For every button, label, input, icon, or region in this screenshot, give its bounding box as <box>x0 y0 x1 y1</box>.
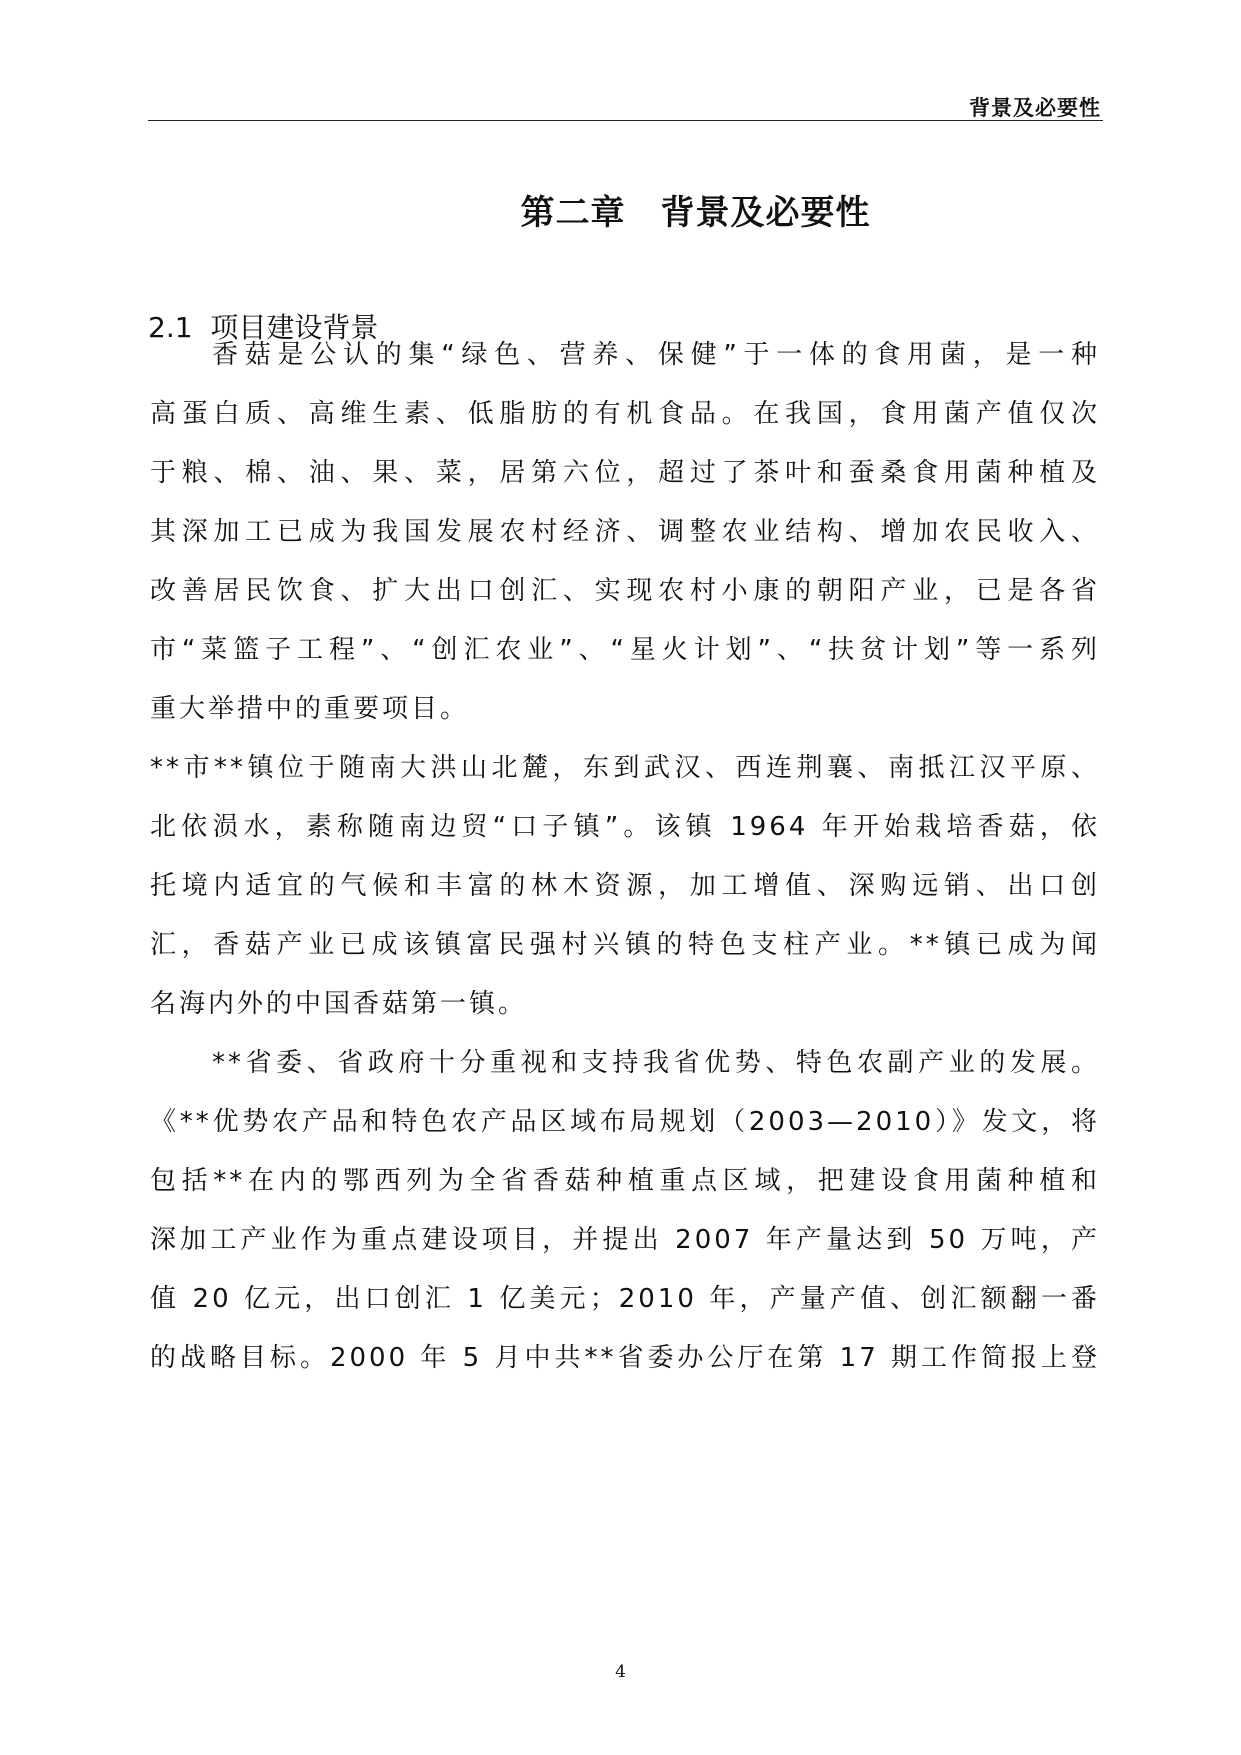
paragraph-line: 名海内外的中国香菇第一镇。 <box>150 989 528 1019</box>
paragraph-line: 托境内适宜的气候和丰富的林木资源，加工增值、深购远销、出口创 <box>150 871 1100 901</box>
paragraph-line: 香菇是公认的集“绿色、营养、保健”于一体的食用菌，是一种 <box>212 340 1100 370</box>
paragraph-line: 汇，香菇产业已成该镇富民强村兴镇的特色支柱产业。**镇已成为闻 <box>150 930 1100 960</box>
paragraph-line: 深加工产业作为重点建设项目，并提出 2007 年产量达到 50 万吨，产 <box>150 1225 1100 1255</box>
page-number: 4 <box>615 1662 626 1682</box>
paragraph-line: **省委、省政府十分重视和支持我省优势、特色农副产业的发展。 <box>212 1048 1100 1078</box>
header-divider <box>148 120 1103 121</box>
section-heading: 2.1 项目建设背景 <box>148 311 379 344</box>
paragraph-line: 高蛋白质、高维生素、低脂肪的有机食品。在我国，食用菌产值仅次 <box>150 399 1100 429</box>
running-header-title: 背景及必要性 <box>969 96 1101 120</box>
paragraph-line: 值 20 亿元，出口创汇 1 亿美元；2010 年，产量产值、创汇额翻一番 <box>150 1284 1100 1314</box>
paragraph-line: 市“菜篮子工程”、“创汇农业”、“星火计划”、“扶贫计划”等一系列 <box>150 635 1100 665</box>
paragraph-line: 改善居民饮食、扩大出口创汇、实现农村小康的朝阳产业，已是各省 <box>150 576 1100 606</box>
paragraph-line: 重大举措中的重要项目。 <box>150 694 470 724</box>
paragraph-line: 的战略目标。2000 年 5 月中共**省委办公厅在第 17 期工作简报上登 <box>150 1343 1100 1373</box>
paragraph-line: 北依涢水，素称随南边贸“口子镇”。该镇 1964 年开始栽培香菇，依 <box>150 812 1100 842</box>
paragraph-line: 包括**在内的鄂西列为全省香菇种植重点区域，把建设食用菌种植和 <box>150 1166 1100 1196</box>
paragraph-line: 《**优势农产品和特色农产品区域布局规划（2003—2010）》发文，将 <box>150 1107 1100 1137</box>
paragraph-line: 其深加工已成为我国发展农村经济、调整农业结构、增加农民收入、 <box>150 517 1100 547</box>
paragraph-line: 于粮、棉、油、果、菜，居第六位，超过了茶叶和蚕桑食用菌种植及 <box>150 458 1100 488</box>
chapter-title: 第二章 背景及必要性 <box>520 193 871 233</box>
paragraph-line: **市**镇位于随南大洪山北麓，东到武汉、西连荆襄、南抵江汉平原、 <box>150 753 1100 783</box>
